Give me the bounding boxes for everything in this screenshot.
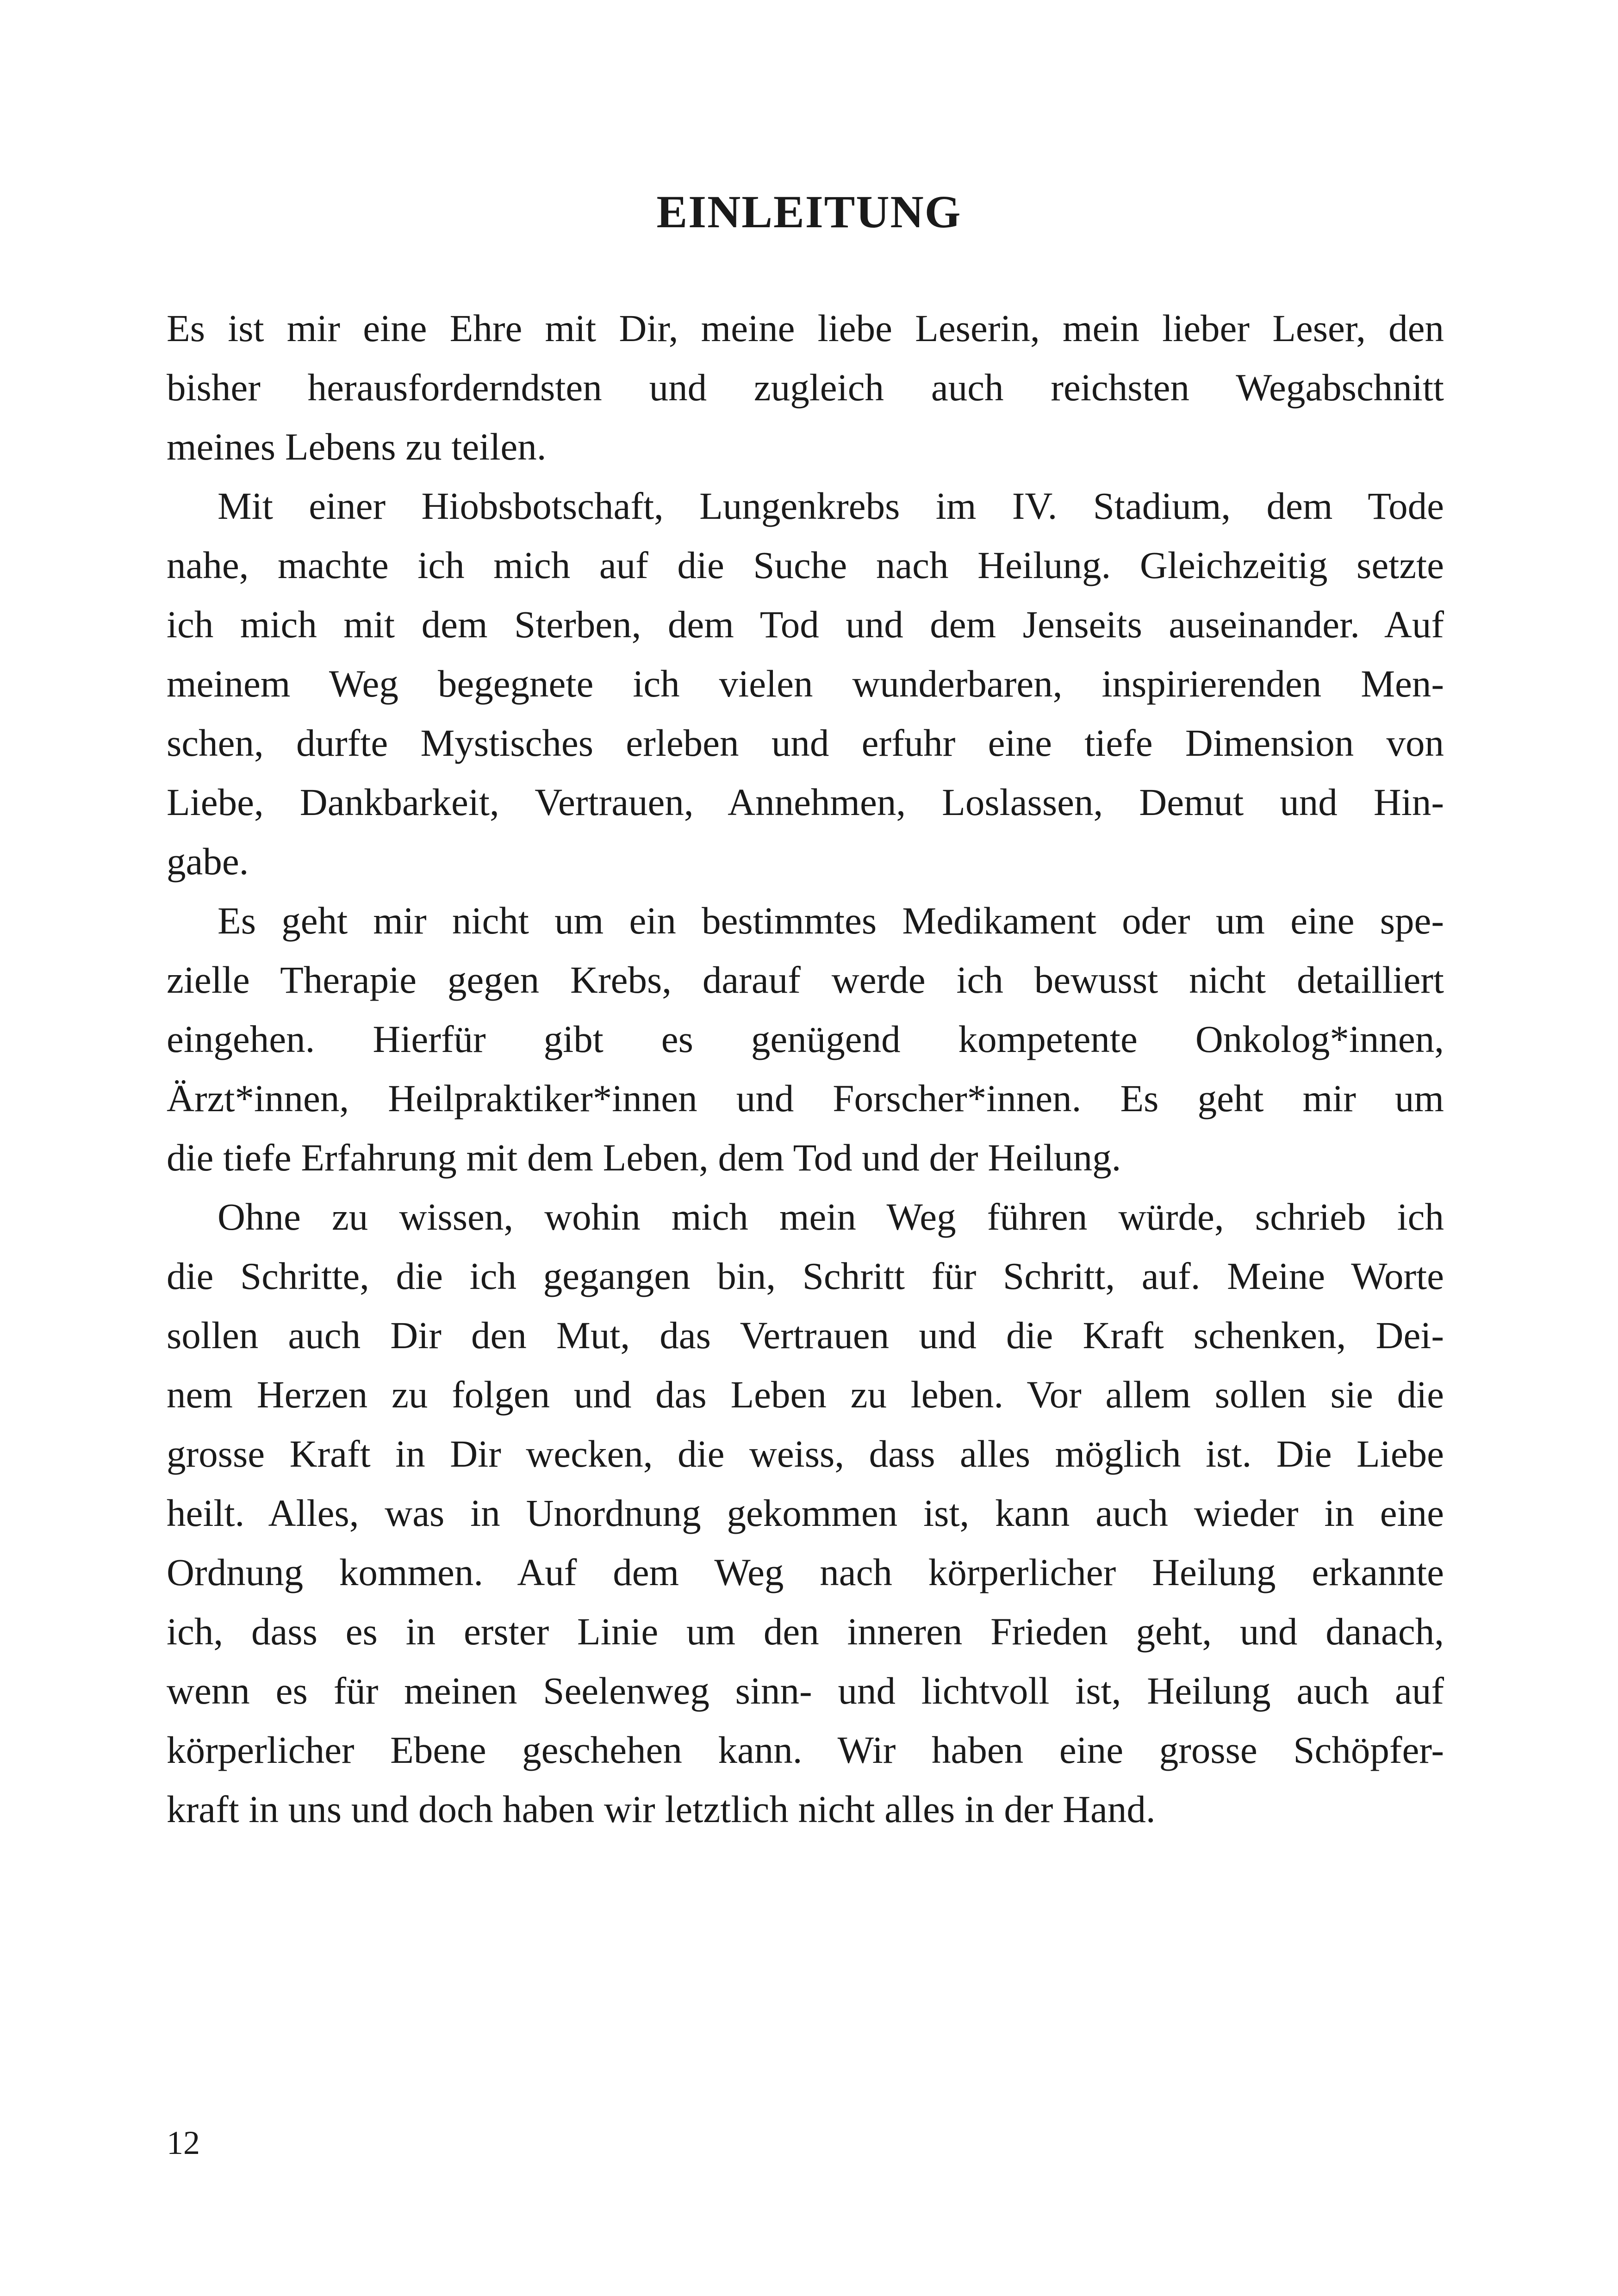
text-line: Liebe, Dankbarkeit, Vertrauen, Annehmen, Loslassen, Demut und Hin- [167,781,1444,823]
text-line: heilt. Alles, was in Unordnung gekommen ist, kann auch wieder in eine [167,1492,1444,1534]
text-line: die Schritte, die ich gegangen bin, Schritt für Schritt, auf. Meine Worte [167,1255,1444,1297]
text-line: Mit einer Hiobsbotschaft, Lungenkrebs im IV. Stadium, dem Tode [218,485,1444,527]
text-line: grosse Kraft in Dir wecken, die weiss, dass alles möglich ist. Die Liebe [167,1432,1444,1475]
text-line: meinem Weg begegnete ich vielen wunderbaren, inspirierenden Men- [167,662,1444,705]
paragraph-1 [167,299,1444,476]
text-line: wenn es für meinen Seelenweg sinn- und lichtvoll ist, Heilung auch auf [167,1669,1444,1712]
page-number: 12 [167,2124,200,2161]
text-line: gabe. [167,840,249,883]
text-line: ich mich mit dem Sterben, dem Tod und dem Jenseits auseinander. Auf [167,603,1444,646]
paragraph-2 [167,476,1444,891]
text-line: Es ist mir eine Ehre mit Dir, meine liebe Leserin, mein lieber Leser, den [167,307,1444,349]
text-line: kraft in uns und doch haben wir letztlich nicht alles in der Hand. [167,1788,1156,1830]
chapter-title: EINLEITUNG [656,186,962,237]
text-line: meines Lebens zu teilen. [167,425,547,468]
text-line: Ärzt*innen, Heilpraktiker*innen und Forscher*innen. Es geht mir um [167,1077,1444,1120]
text-line: nem Herzen zu folgen und das Leben zu leben. Vor allem sollen sie die [167,1373,1444,1416]
paragraph-3 [167,891,1444,1187]
text-line: sollen auch Dir den Mut, das Vertrauen und die Kraft schenken, Dei- [167,1314,1444,1356]
text-line: Ohne zu wissen, wohin mich mein Weg führen würde, schrieb ich [218,1195,1444,1238]
text-line: bisher herausforderndsten und zugleich auch reichsten Wegabschnitt [167,366,1444,409]
text-line: nahe, machte ich mich auf die Suche nach Heilung. Gleichzeitig setzte [167,544,1444,586]
text-line: schen, durfte Mystisches erleben und erfuhr eine tiefe Dimension von [167,722,1444,764]
chapter-body [167,299,1444,1839]
text-line: eingehen. Hierfür gibt es genügend kompetente Onkolog*innen, [167,1018,1444,1060]
text-line: ich, dass es in erster Linie um den inneren Frieden geht, und danach, [167,1610,1444,1653]
paragraph-4 [167,1187,1444,1839]
text-line: Es geht mir nicht um ein bestimmtes Medikament oder um eine spe- [218,899,1444,942]
text-line: Ordnung kommen. Auf dem Weg nach körperlicher Heilung erkannte [167,1551,1444,1593]
text-line: die tiefe Erfahrung mit dem Leben, dem Tod und der Heilung. [167,1136,1121,1179]
text-line: zielle Therapie gegen Krebs, darauf werde ich bewusst nicht detailliert [167,958,1444,1001]
text-line: körperlicher Ebene geschehen kann. Wir haben eine grosse Schöpfer- [167,1729,1444,1771]
